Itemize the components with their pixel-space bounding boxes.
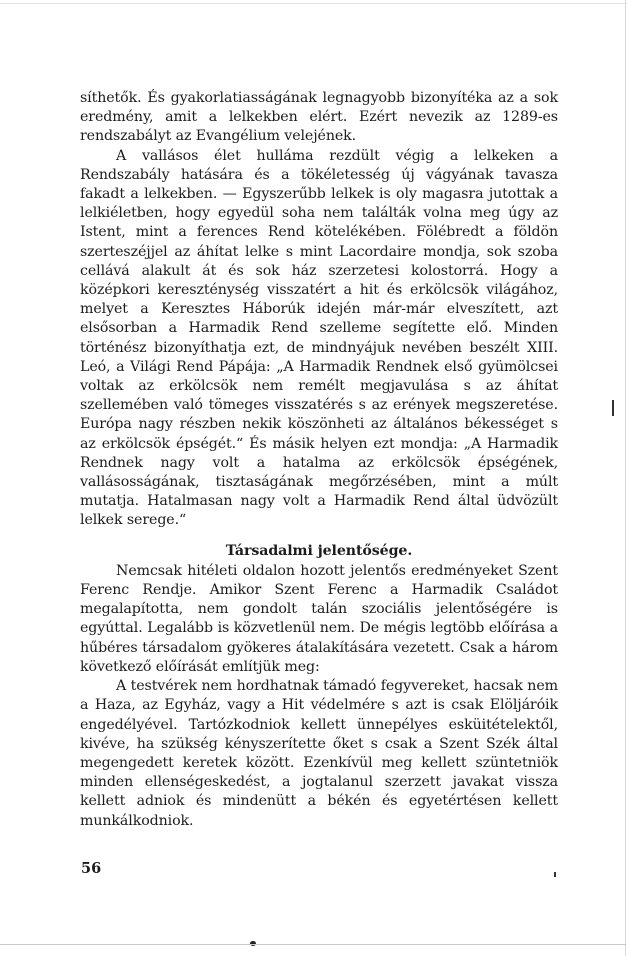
scan-edge-top <box>0 3 627 4</box>
paragraph-rules: A testvérek nem hordhatnak támadó fegyvereket, hacsak nem a Haza, az Egyház, vagy a Hit védelmére s azt is csak Elöljáróik engedélyével. Tartózkodniok kellett ünnepélyes esküitételektől, kivéve, ha szükség kényszerítette őket s csak a Szent Szék által megengedett keretek között. Ezenkívül meg kellett szüntetniök minden ellenségeskedést, a jogtalanul szerzett javakat vissza kellett adniok és mindenütt a békén és egyetértésen kellett munkálkodniok. <box>80 678 558 829</box>
scan-edge-right <box>625 0 626 956</box>
page-number: 56 <box>81 860 102 877</box>
paragraph-continuation: síthetők. És gyakorlatiasságának legnagyobb bizonyítéka az a sok eredmény, amit a lelkekben elért. Ezért nevezik az 1289-es rendszabályt az Evangélium velejének. <box>80 90 558 145</box>
scan-speck <box>554 872 556 877</box>
section-heading: Társadalmi jelentősége. <box>225 542 413 559</box>
body-text <box>80 89 558 831</box>
margin-mark <box>612 400 614 416</box>
paragraph-religious-life: A vallásos élet hulláma rezdült végig a lelkeken a Rendszabály hatására és a tökéletesség új vágyának tavasza fakadt a lelkekben. — Egyszerűbb lelkek is oly magasra jutottak a lelkiéletben, hogy egyedül soha nem találták volna meg úgy az Istent, mint a ferences Rend kötelékében. Fölébredt a földön szerteszéjjel az áhítat lelke s mint Lacordaire mondja, sok szoba cellává alakult át és sok ház szerzetesi kolostorrá. Hogy a középkori kereszténység visszatért a hit és erkölcsök világához, melyet a Keresztes Háborúk idején már-már elveszített, azt elsősorban a Harmadik Rend szelleme segítette elő. Minden történész bizonyíthatja ezt, de mindnyájuk nevében beszélt XIII. Leó, a Világi Rend Pápája: „A Harmadik Rendnek első gyümölcsei voltak az erkölcsök nem remélt megjavulása s az áhítat szellemében való tömeges visszatérés s az erények megszeretése. Európa nagy részben nekik köszönheti az általános békességet s az erkölcsök épségét.“ És másik helyen ezt mondja: „A Harmadik Rendnek nagy volt a hatalma az erkölcsök épségének, vallásosságának, tisztaságának megőrzésében, mint a múlt mutatja. Hatalmasan nagy volt a Harmadik Rend által üdvözült lelkek serege.“ <box>80 147 558 529</box>
paragraph-social-significance: Nemcsak hitéleti oldalon hozott jelentős eredményeket Szent Ferenc Rendje. Amikor Szent Ferenc a Harmadik Családot megalapította, nem gondolt talán szociális jelentőségére is egyúttal. Legalább is közvetlenül nem. De mégis legtöbb előírása a hűbéres társadalom gyökeres átalakítására vezetett. Csak a három következő előírását említjük meg: <box>80 562 558 675</box>
scan-edge-bottom <box>0 944 626 945</box>
